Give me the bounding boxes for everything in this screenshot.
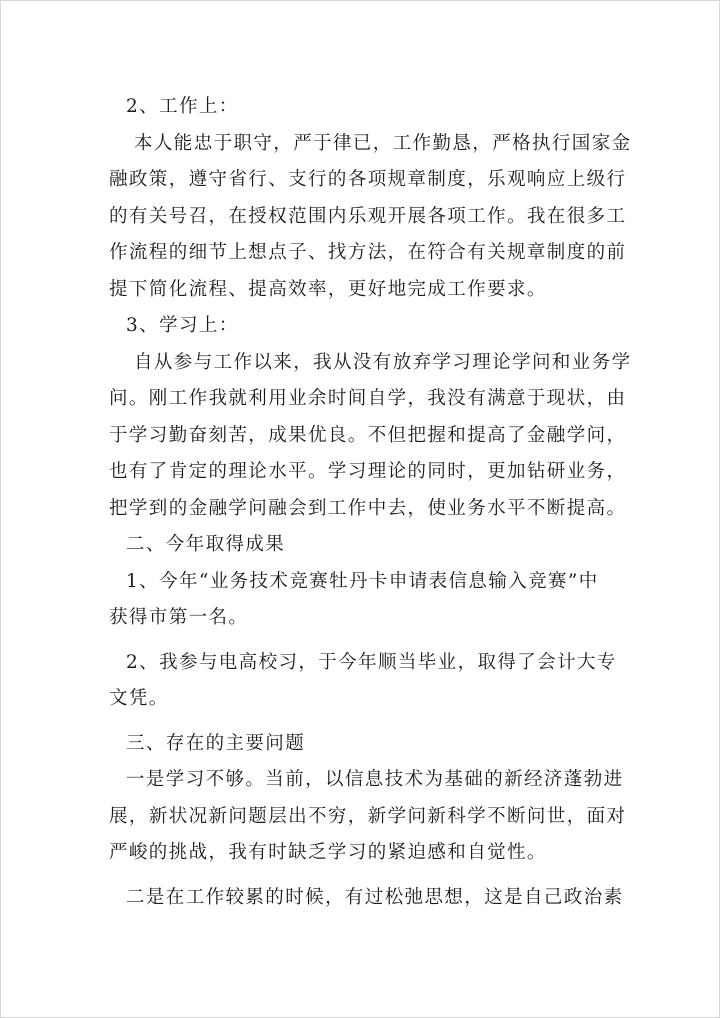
paragraph-line: 1、今年“业务技术竞赛牡丹卡申请表信息输入竞赛”中 [126,570,599,592]
paragraph-line: 文凭。 [109,688,169,709]
paragraph-line: 2、我参与电高校习，于今年顺当毕业，取得了会计大专 [126,651,617,673]
paragraph-line: 也有了肯定的理论水平。学习理论的同时，更加钻研业务， [109,461,627,482]
document-body [109,89,632,916]
paragraph-line: 于学习勤奋刻苦，成果优良。不但把握和提高了金融学问， [109,424,627,446]
paragraph-line: 一是学习不够。当前，以信息技术为基础的新经济蓬勃进 [126,769,624,790]
section-heading-study: 3、学习上： [126,315,239,336]
paragraph-line: 二是在工作较累的时候，有过松弛思想，这是自己政治素 [126,886,624,908]
section-heading-problems: 三、存在的主要问题 [126,732,306,754]
paragraph-line: 问。刚工作我就利用业余时间自学，我没有满意于现状，由 [109,388,627,409]
paragraph-line: 展，新状况新问题层出不穷，新学问新科学不断问世，面对 [109,805,627,827]
paragraph-gap [109,637,609,645]
paragraph-line: 的有关号召，在授权范围内乐观开展各项工作。我在很多工 [109,205,627,227]
paragraph-line: 获得市第一名。 [109,607,249,628]
paragraph-line: 融政策，遵守省行、支行的各项规章制度，乐观响应上级行 [109,169,627,190]
paragraph-line: 自从参与工作以来，我从没有放弃学习理论学问和业务学 [134,351,632,373]
paragraph-gap [109,872,609,880]
paragraph-line: 把学到的金融学问融会到工作中去，使业务水平不断提高。 [109,497,627,519]
paragraph-line: 提下简化流程、提高效率，更好地完成工作要求。 [109,278,547,300]
paragraph-line: 严峻的挑战，我有时缺乏学习的紧迫感和自觉性。 [109,842,547,863]
section-heading-work: 2、工作上： [126,96,239,117]
paragraph-line: 本人能忠于职守，严于律已，工作勤恳，严格执行国家金 [134,132,632,154]
paragraph-line: 作流程的细节上想点子、找方法，在符合有关规章制度的前 [109,242,627,263]
paragraph-gap [109,718,609,726]
section-heading-achievements: 二、今年取得成果 [126,534,286,555]
